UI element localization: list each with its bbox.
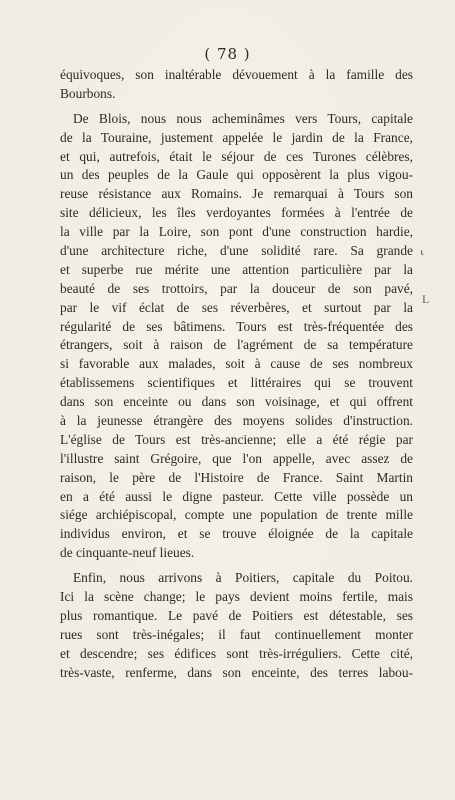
- margin-mark: ⸤: [420, 242, 425, 256]
- paragraph-2: [60, 110, 413, 563]
- page-number: ( 78 ): [204, 45, 251, 63]
- text-line: et superbe rue mérite une attention particulière par la: [60, 261, 413, 277]
- text-line: Ici la scène change; le pays devient moins fertile, mais: [60, 589, 413, 605]
- text-line: régularité de ses bâtimens. Tours est très-fréquentée des: [60, 318, 413, 334]
- text-line: par le vif éclat de ses réverbères, et surtout par la: [60, 299, 413, 315]
- text-line: équivoques, son inaltérable dévouement à la famille des: [60, 67, 413, 82]
- text-line: Bourbons.: [60, 85, 116, 101]
- text-line: si favorable aux malades, soit à cause de ses nombreux: [60, 356, 413, 372]
- text-line: L'église de Tours est très-ancienne; elle a été régie par: [60, 431, 413, 447]
- text-line: De Blois, nous nous acheminâmes vers Tours, capitale: [73, 110, 413, 126]
- text-line: reuse résistance aux Romains. Je remarquai à Tours son: [60, 186, 413, 202]
- text-line: de cinquante-neuf lieues.: [60, 545, 195, 561]
- text-line: dans son enceinte ou dans son voisinage, et qui offrent: [60, 394, 413, 410]
- text-line: site délicieux, les îles verdoyantes formées à l'entrée de: [60, 205, 413, 221]
- text-line: un des peuples de la Gaule qui opposèrent la plus vigou-: [60, 167, 413, 183]
- text-line: de la Touraine, justement appelée le jardin de la France,: [60, 129, 413, 145]
- text-line: d'une architecture riche, d'une solidité rare. Sa grande: [60, 243, 413, 259]
- text-line: et qui, autrefois, était le séjour de ces Turones célèbres,: [60, 148, 413, 164]
- text-line: la ville par la Loire, son pont d'une construction hardie,: [60, 224, 413, 240]
- text-line: beauté de ses trottoirs, par la douceur de son pavé,: [60, 280, 413, 296]
- text-line: Enfin, nous arrivons à Poitiers, capitale du Poitou.: [73, 570, 413, 586]
- text-line: étrangers, soit à raison de l'agrément de sa température: [60, 337, 413, 353]
- text-line: rues sont très-inégales; il faut continuellement monter: [60, 626, 413, 642]
- text-line: individus environ, et se trouve éloignée de la capitale: [60, 526, 413, 542]
- text-line: plus romantique. Le pavé de Poitiers est détestable, ses: [60, 607, 413, 623]
- text-line: établissemens scientifiques et littéraires qui se trouvent: [60, 375, 413, 391]
- text-line: à la jeunesse étrangère des moyens solides d'instruction.: [60, 413, 413, 429]
- body-text: [60, 66, 413, 683]
- text-line: l'illustre saint Grégoire, que l'on appelle, avec assez de: [60, 450, 413, 466]
- text-line: très-vaste, renferme, dans son enceinte, des terres labou-: [60, 664, 413, 680]
- paragraph-3: [60, 569, 413, 682]
- paragraph-1: [60, 66, 413, 104]
- margin-mark: L: [422, 292, 430, 306]
- text-line: raison, le père de l'Histoire de France. Saint Martin: [60, 469, 413, 485]
- text-line: en a été aussi le digne pasteur. Cette ville possède un: [60, 488, 413, 504]
- text-line: siége archiépiscopal, compte une population de trente mille: [60, 507, 413, 523]
- text-line: et descendre; ses édifices sont très-irréguliers. Cette cité,: [60, 645, 413, 661]
